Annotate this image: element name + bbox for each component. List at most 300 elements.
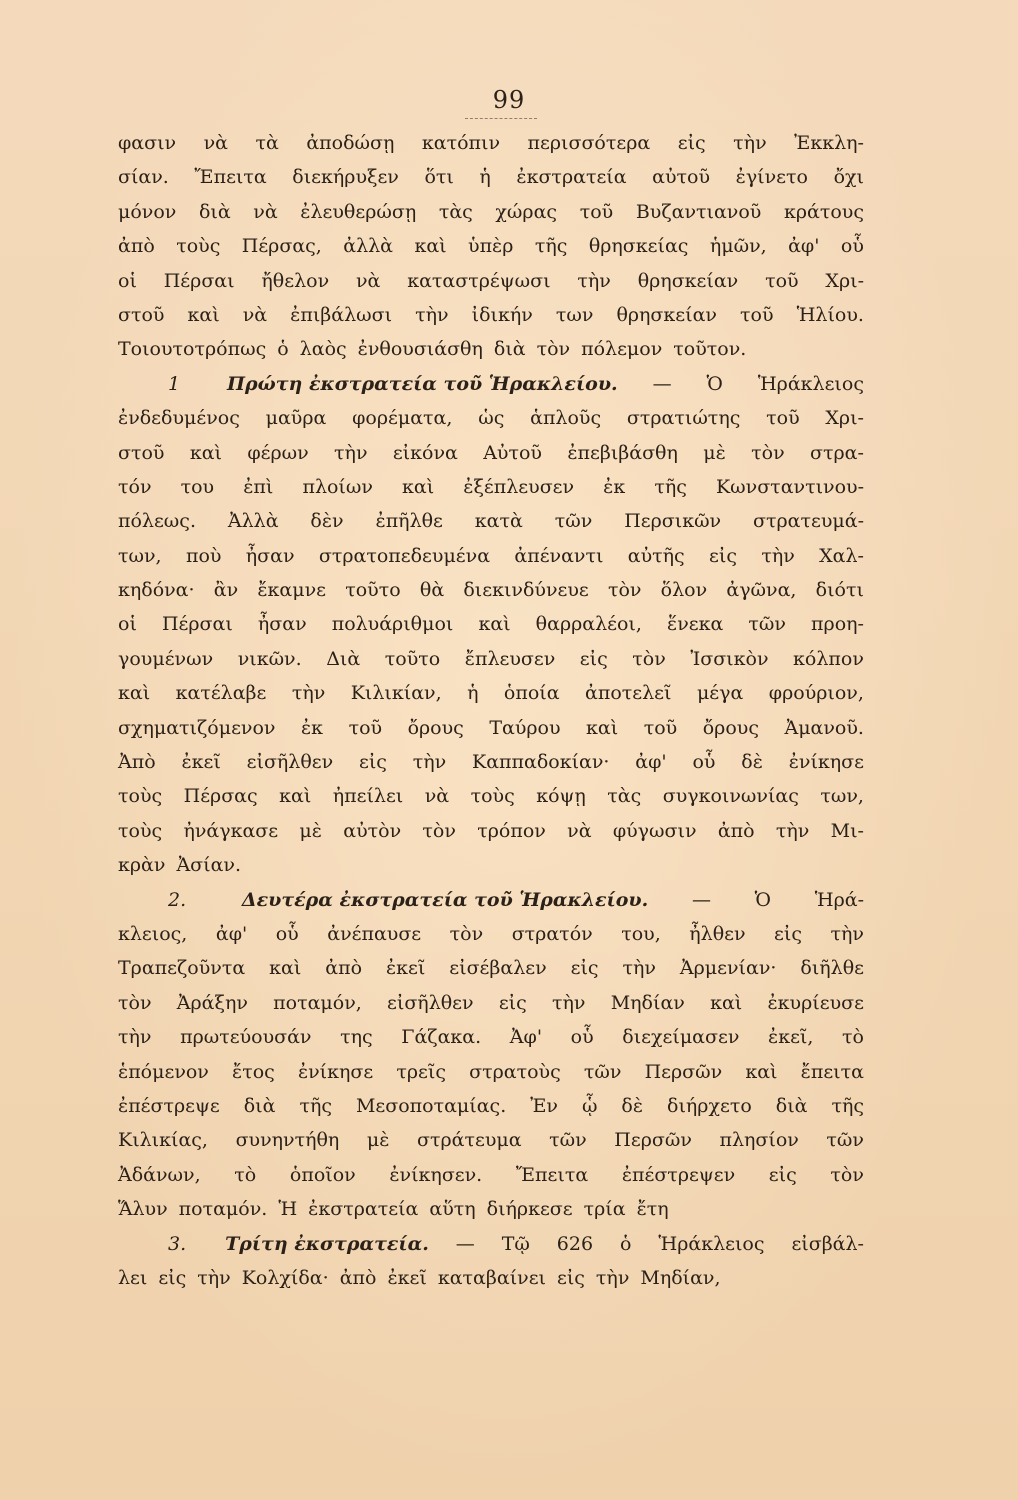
word: Πέρσαι — [163, 269, 235, 292]
header-rule — [465, 118, 537, 119]
word: τὸν — [751, 441, 785, 464]
word: τὸ — [234, 1163, 257, 1186]
word: στρατοπεδευμένα — [318, 544, 491, 567]
word: ἐκεῖ — [387, 1266, 427, 1289]
word: εἰς — [556, 1266, 585, 1289]
word: ὄχι — [833, 166, 864, 189]
word: εἰσβάλ- — [791, 1232, 864, 1255]
word: ὅλον — [660, 579, 708, 602]
word: ἐκ — [300, 716, 324, 739]
text-line — [118, 539, 864, 573]
word: ἦσαν — [245, 544, 295, 567]
word: σχηματιζόμενον — [118, 716, 276, 739]
word: στρατευμά- — [753, 510, 864, 533]
word: Πέρσας — [183, 785, 258, 808]
word: ἐνίκησε — [297, 1060, 374, 1083]
word: ἐπέστρεψε — [118, 1094, 220, 1117]
word: συγκοινωνίας — [662, 785, 799, 808]
word: θρησκείαν — [637, 269, 739, 292]
word: τῶν — [549, 1129, 587, 1152]
section-heading: Τρίτη ἐκστρατεία. — [225, 1232, 429, 1255]
word: Ἀδάνων, — [118, 1163, 201, 1186]
word: προη- — [811, 613, 864, 636]
word: ἠπείλει — [332, 785, 404, 808]
word: διεκινδύνευε — [463, 579, 589, 602]
word: ἐκεῖ — [385, 957, 426, 980]
word: Ἀλλὰ — [227, 510, 279, 533]
word: Ὁ — [706, 372, 723, 395]
text-line — [118, 229, 864, 263]
word: Ἐκκλη- — [794, 132, 864, 154]
word: ἐνίκησε — [788, 751, 864, 774]
word: τὴν — [415, 303, 449, 326]
text-line — [118, 1089, 864, 1123]
text-line — [118, 814, 864, 848]
word: τὸν — [830, 1163, 864, 1186]
word: καὶ — [187, 303, 220, 326]
word: πόλεμον — [581, 338, 663, 361]
word: ἁπλοῦς — [530, 407, 602, 430]
word: ἔπλευσεν — [464, 647, 556, 670]
word: εἰς — [570, 957, 599, 980]
word: Ἀσίαν. — [176, 854, 241, 877]
word: ἀλλὰ — [343, 235, 394, 258]
word: ἦσαν — [257, 613, 307, 636]
word: τὸ — [842, 1026, 864, 1049]
word: ἂν — [213, 579, 239, 602]
word: Ἔπειτα — [515, 1163, 589, 1186]
word: καταστρέψωσι — [407, 269, 551, 292]
word: τοὺς — [118, 785, 163, 808]
word: ἀπὸ — [325, 957, 363, 980]
word: ἑπόμενον — [118, 1060, 209, 1083]
word: ἐπιβάλωσι — [290, 303, 393, 326]
word: εἰς — [359, 751, 387, 774]
word: Γάζακα. — [401, 1026, 482, 1049]
word: στρατοὺς — [469, 1060, 561, 1083]
word: ἔκαμνε — [257, 579, 327, 602]
word: — — [652, 372, 672, 395]
word: καὶ — [710, 991, 743, 1014]
word: ἐξέπλευσεν — [463, 475, 575, 498]
word: εἰσῆλθεν — [246, 751, 334, 774]
text-line — [118, 401, 864, 435]
word: καὶ — [414, 235, 447, 258]
word: Καππαδοκίαν· — [472, 751, 610, 774]
word: τὸν — [607, 579, 642, 602]
word: τῆς — [654, 475, 687, 498]
word: εἰς — [709, 544, 737, 567]
word: διήρχετο — [667, 1094, 752, 1117]
text-line — [118, 1261, 864, 1295]
word: Ἀφ' — [509, 1026, 543, 1049]
word: συνηντήθη — [235, 1129, 340, 1152]
word: ἤθελον — [261, 269, 330, 292]
word: τὴν — [577, 269, 611, 292]
word: τοῦ — [765, 269, 799, 292]
word: ἡ — [467, 682, 479, 705]
word: Χαλ- — [819, 544, 864, 567]
word: Αὐτοῦ — [483, 441, 542, 464]
page-number: 99 — [492, 86, 526, 114]
word: λει — [118, 1266, 148, 1289]
text-line — [118, 642, 864, 676]
word: τὴν — [595, 1266, 630, 1289]
word: δὲ — [741, 751, 763, 774]
word: Ἡράκλειος — [757, 372, 864, 395]
word: κατόπιν — [421, 132, 501, 154]
word: ἀγῶνα, — [726, 579, 797, 602]
word: ἐπῆλθε — [375, 510, 443, 533]
word: Χρι- — [825, 407, 864, 430]
word: εἰς — [774, 922, 802, 945]
word: λαὸς — [299, 338, 347, 361]
word: ἀνέπαυσε — [327, 922, 422, 945]
word: τοῦ — [740, 303, 774, 326]
word: καὶ — [118, 682, 151, 705]
text-line — [118, 436, 864, 470]
word: τοῦτο — [384, 647, 441, 670]
word: ἐκστρατεία — [308, 1198, 419, 1221]
word: καὶ — [478, 613, 511, 636]
word: στράτευμα — [417, 1129, 522, 1152]
word: — — [455, 1232, 475, 1255]
text-line — [118, 1020, 864, 1054]
word: πλοίων — [302, 475, 373, 498]
word: Τραπεζοῦντα — [118, 957, 246, 980]
text-line — [118, 298, 864, 332]
word: τὸν — [632, 647, 666, 670]
word: Ἀράξην — [176, 991, 248, 1014]
word: τὴν — [622, 957, 656, 980]
word: τοῦτον. — [673, 338, 747, 361]
word: θαρραλέοι, — [535, 613, 642, 636]
word: Χρι- — [825, 269, 864, 292]
word: εἰς — [579, 647, 608, 670]
word: ἐκεῖ, — [768, 1026, 814, 1049]
word: ὡς — [478, 407, 505, 430]
word: ἐκ — [603, 475, 626, 498]
word: θρησκείαν — [616, 303, 717, 326]
word: τὴν — [118, 1026, 152, 1049]
word: τρόπον — [477, 819, 546, 842]
text-line — [118, 745, 864, 779]
word: εἰς — [158, 1266, 187, 1289]
word: ἡμῶν, — [709, 235, 767, 258]
word: τὴν — [334, 441, 368, 464]
word: διεχείμασεν — [622, 1026, 740, 1049]
word: φέρων — [247, 441, 309, 464]
word: νὰ — [567, 819, 592, 842]
word: καταβαίνει — [437, 1266, 546, 1289]
text-line — [118, 195, 864, 229]
word: Περσῶν — [644, 1060, 723, 1083]
word: του — [180, 475, 215, 498]
word: τὴν — [197, 1266, 231, 1289]
word: Ὁ — [754, 888, 771, 911]
word: νὰ — [424, 785, 450, 808]
word: θρησκείας — [588, 235, 689, 258]
word: Κιλικίας, — [118, 1129, 208, 1152]
word: ὄρους — [702, 716, 759, 739]
word: ὁ — [277, 338, 289, 361]
word: μαῦρα — [265, 407, 327, 430]
text-line — [118, 883, 864, 917]
word: εἰς — [498, 991, 527, 1014]
word: πλησίον — [719, 1129, 799, 1152]
word: Πέρσας, — [241, 235, 322, 258]
word: τοῦτο — [345, 579, 401, 602]
text-line — [118, 711, 864, 745]
word: των, — [118, 544, 162, 567]
word: τῶν — [583, 1060, 622, 1083]
word: μὲ — [366, 1129, 390, 1152]
word: Ἡρά- — [814, 888, 864, 911]
word: ἐκεῖ — [181, 751, 221, 774]
word: τὴν — [552, 991, 586, 1014]
word: οὗ — [275, 922, 299, 945]
word: Κωνσταντινου- — [715, 475, 864, 498]
word: κόλπον — [793, 647, 864, 670]
word: σίαν. — [118, 166, 169, 189]
word: ἐπὶ — [243, 475, 274, 498]
word: μέγα — [696, 682, 744, 705]
text-line — [118, 1227, 864, 1261]
word: ὁ — [619, 1232, 632, 1255]
word: φύγωσιν — [612, 819, 697, 842]
word: καὶ — [402, 475, 435, 498]
word: Ἅλυν — [118, 1198, 168, 1221]
word: νικῶν. — [237, 647, 302, 670]
text-line — [118, 1158, 864, 1192]
word: τρία — [583, 1198, 626, 1221]
word: ᾧ — [581, 1094, 598, 1117]
word: διήρκεσε — [486, 1198, 573, 1221]
word: τὸν — [536, 338, 571, 361]
word: ἀποτελεῖ — [585, 682, 672, 705]
word: τὰς — [607, 785, 642, 808]
word: τὰς — [438, 200, 473, 223]
word: ὑπὲρ — [468, 235, 514, 258]
word: κατέλαβε — [175, 682, 267, 705]
word: τοὺς — [118, 819, 163, 842]
word: τὴν — [761, 544, 795, 567]
word: αὐτὸν — [343, 819, 402, 842]
text-line — [118, 917, 864, 951]
word: τὴν — [412, 751, 447, 774]
word: φασιν — [118, 132, 177, 154]
text-line — [118, 332, 864, 366]
text-line — [118, 1055, 864, 1089]
word: τὴν — [733, 132, 767, 154]
word: φορέματα, — [352, 407, 453, 430]
word: Μι- — [830, 819, 864, 842]
word: χώρας — [495, 200, 558, 223]
word: Βυζαντιανοῦ — [635, 200, 762, 223]
word: μὲ — [703, 441, 726, 464]
word: στοῦ — [118, 441, 165, 464]
word: διεκήρυξεν — [292, 166, 399, 189]
word: ὅτι — [424, 166, 454, 189]
word: ἕνεκα — [667, 613, 724, 636]
word: ἔτη — [636, 1198, 669, 1221]
word: ἀπὸ — [118, 235, 155, 258]
word: ἦλθεν — [689, 922, 746, 945]
word: διὰ — [775, 1094, 808, 1117]
word: Ἡλίου. — [796, 303, 864, 326]
word: καὶ — [745, 1060, 778, 1083]
word: Ἀρμενίαν· — [679, 957, 777, 980]
word: οἱ — [118, 613, 137, 636]
word: οἱ — [118, 269, 137, 292]
word: ἔτος — [232, 1060, 275, 1083]
word: κλειος, — [118, 922, 188, 945]
word: Ἀμανοῦ. — [784, 716, 864, 739]
word: Ἐν — [530, 1094, 558, 1117]
word: κρὰν — [118, 854, 166, 877]
word: Διὰ — [326, 647, 361, 670]
word: ἀπὸ — [717, 819, 755, 842]
word: εἰκόνα — [392, 441, 458, 464]
word: διότι — [815, 579, 864, 602]
text-line — [118, 676, 864, 710]
word: ποταμόν, — [273, 991, 362, 1014]
word: αὐτῆς — [627, 544, 685, 567]
word: τρεῖς — [396, 1060, 446, 1083]
word: ὁποῖον — [289, 1163, 356, 1186]
word: Κολχίδα· — [241, 1266, 329, 1289]
word: κατὰ — [474, 510, 523, 533]
section-number: 2. — [168, 888, 187, 911]
text-line — [118, 1123, 864, 1157]
text-line — [118, 264, 864, 298]
word: αὐτοῦ — [652, 166, 711, 189]
word: ποταμόν. — [178, 1198, 268, 1221]
word: δὲ — [621, 1094, 644, 1117]
word: ἰδικήν — [471, 303, 533, 326]
text-line — [118, 607, 864, 641]
word: ἐπέστρεψεν — [621, 1163, 736, 1186]
word: τοὺς — [470, 785, 515, 808]
word: οὗ — [840, 235, 864, 258]
word: διὰ — [243, 1094, 276, 1117]
word: τόν — [118, 475, 152, 498]
word: τοὺς — [176, 235, 221, 258]
word: ἀφ' — [215, 922, 248, 945]
word: ἐνδεδυμένος — [118, 407, 240, 430]
word: κράτους — [783, 200, 864, 223]
word: στρα- — [809, 441, 864, 464]
word: ἔπειτα — [800, 1060, 864, 1083]
word: θὰ — [419, 579, 445, 602]
word: ἀπέναντι — [514, 544, 604, 567]
word: εἰσέβαλεν — [449, 957, 547, 980]
text-line — [118, 573, 864, 607]
text-line — [118, 126, 864, 160]
word: κηδόνα· — [118, 579, 195, 602]
word: τὸν — [118, 991, 152, 1014]
section-number: 3. — [168, 1232, 187, 1255]
text-line — [118, 986, 864, 1020]
word: τοῦ — [579, 200, 614, 223]
word: τῆς — [831, 1094, 864, 1117]
word: γουμένων — [118, 647, 214, 670]
word: πρωτεύουσάν — [180, 1026, 312, 1049]
word: καὶ — [586, 716, 619, 739]
word: μόνον — [118, 200, 177, 223]
word: τοῦ — [766, 407, 800, 430]
word: νὰ — [242, 303, 268, 326]
word: ἠνάγκασε — [183, 819, 279, 842]
word: δὲν — [310, 510, 344, 533]
word: Μεσοποταμίας. — [355, 1094, 507, 1117]
word: οὗ — [692, 751, 716, 774]
word: τῶν — [748, 613, 786, 636]
word: αὕτη — [429, 1198, 476, 1221]
word: της — [340, 1026, 373, 1049]
word: διὰ — [198, 200, 231, 223]
word: των, — [820, 785, 864, 808]
word: πολυάριθμοι — [331, 613, 454, 636]
word: ἀπὸ — [339, 1266, 377, 1289]
word: ἐγίνετο — [735, 166, 808, 189]
word: πόλεως. — [118, 510, 196, 533]
word: Τῷ — [501, 1232, 530, 1255]
word: Μηδίαν — [610, 991, 685, 1014]
word: καὶ — [189, 441, 222, 464]
word: τὸν — [422, 819, 456, 842]
word: τῶν — [554, 510, 593, 533]
word: νὰ — [203, 132, 228, 154]
word: τῆς — [534, 235, 568, 258]
word: ἐλευθερώσῃ — [300, 200, 417, 223]
word: — — [691, 888, 711, 911]
word: ἐνθουσιάσθη — [357, 338, 483, 361]
word: τῆς — [299, 1094, 332, 1117]
word: διῆλθε — [800, 957, 864, 980]
word: εἰς — [768, 1163, 797, 1186]
word: τὴν — [775, 819, 810, 842]
word: τὰ — [255, 132, 279, 154]
word: Περσῶν — [614, 1129, 692, 1152]
text-line — [118, 848, 864, 882]
word: των — [555, 303, 594, 326]
word: ποὺ — [185, 544, 222, 567]
section-heading: Δευτέρα ἐκστρατεία τοῦ Ἡρακλείου. — [241, 888, 649, 911]
word: Μηδίαν, — [640, 1266, 721, 1289]
word: Ἡ — [278, 1198, 298, 1221]
word: φρούριον, — [768, 682, 864, 705]
word: τοῦ — [643, 716, 678, 739]
word: εἰσῆλθεν — [387, 991, 474, 1014]
word: Τοιουτοτρόπως — [118, 338, 267, 361]
word: 626 — [556, 1232, 594, 1255]
word: διὰ — [493, 338, 526, 361]
word: Ἰσσικὸν — [690, 647, 769, 670]
word: ἐκστρατεία — [516, 166, 627, 189]
section-number: 1 — [168, 372, 181, 395]
word: Ταύρου — [489, 716, 561, 739]
word: Πέρσαι — [161, 613, 233, 636]
word: καὶ — [269, 957, 302, 980]
word: ἀφ' — [635, 751, 667, 774]
section-heading: Πρώτη ἐκστρατεία τοῦ Ἡρακλείου. — [227, 372, 618, 395]
text-line — [118, 1192, 864, 1226]
word: Ἀπὸ — [118, 751, 156, 774]
word: ὁποία — [503, 682, 560, 705]
word: ἐκυρίευσε — [767, 991, 864, 1014]
word: ἡ — [479, 166, 491, 189]
